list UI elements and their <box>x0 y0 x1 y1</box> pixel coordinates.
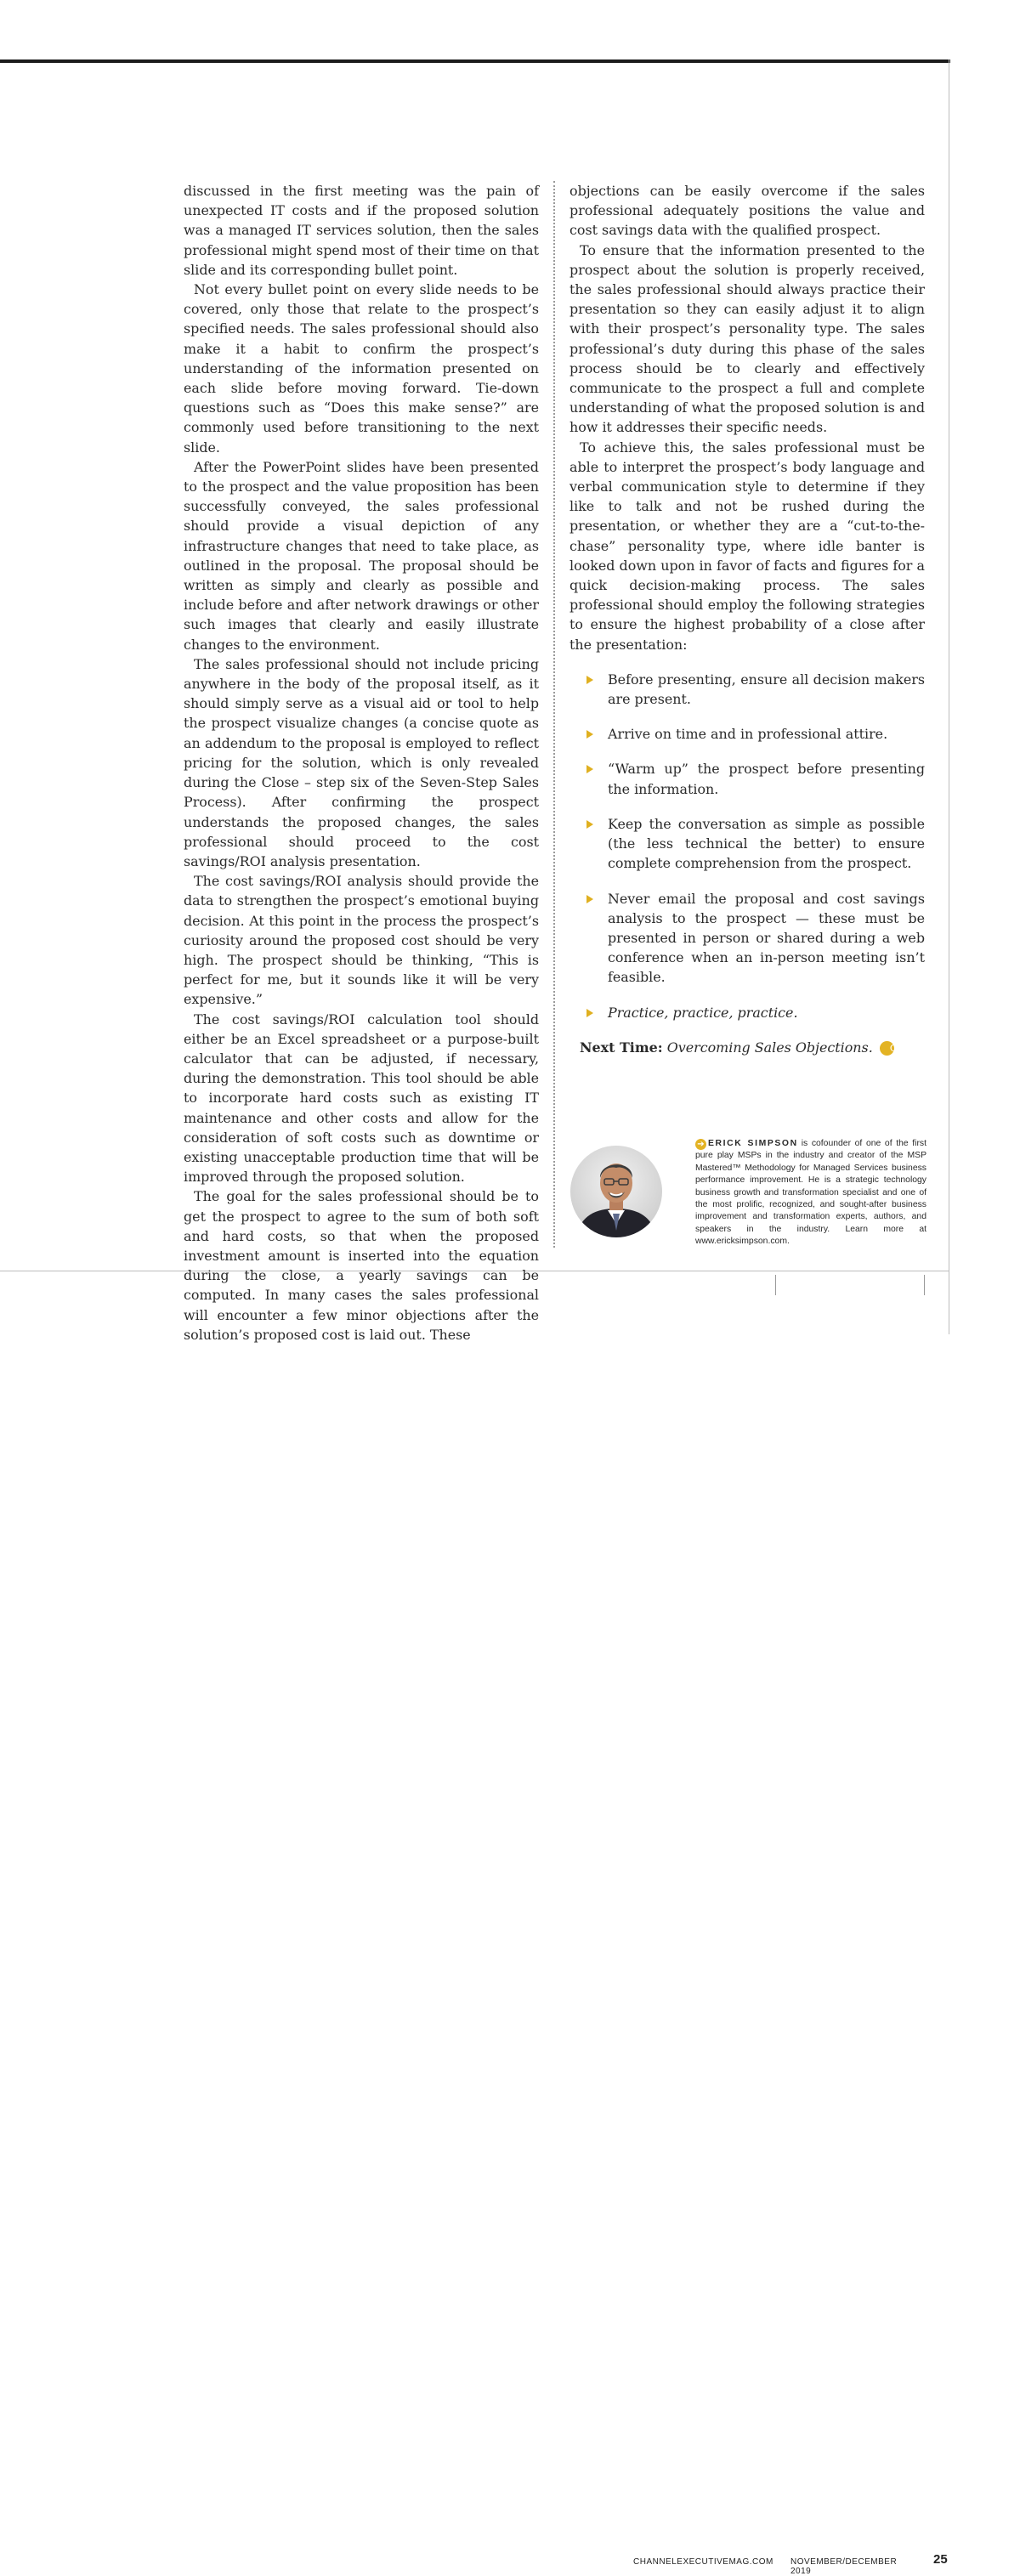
triangle-bullet-icon <box>586 820 593 829</box>
next-time-title: Overcoming Sales Objections. <box>666 1039 873 1056</box>
arrow-right-icon: ➔ <box>695 1139 706 1150</box>
triangle-bullet-icon <box>586 730 593 739</box>
list-item <box>570 889 925 988</box>
triangle-bullet-icon <box>586 765 593 773</box>
list-item-text: “Warm up” the prospect before presenting the information. <box>608 761 925 797</box>
paragraph: The goal for the sales professional should be to get the prospect to agree to the sum of both soft and hard costs, so that when the proposed investment amount is inserted into the equation during the close, a yearly savings can be computed. In many cases the sales professional will encounter a few minor objections after the solution’s proposed cost is laid out. These <box>184 1188 539 1343</box>
paragraph: To ensure that the information presented to the prospect about the solution is properly received, the sales professional should always practice their presentation so they can easily adjust it to align with their prospect’s personality type. The sales professional’s duty during this phase of the sales process should be to clearly and effectively communicate to the prospect a full and complete understanding of what the proposed solution is and how it addresses their specific needs. <box>570 241 925 436</box>
paragraph: The cost savings/ROI calculation tool should either be an Excel spreadsheet or a purpose-built calculator that can be adjusted, if necessary, during the demonstration. This tool should be able to incorporate hard costs such as existing IT maintenance and other costs and allow for the consideration of soft costs such as downtime or existing unacceptable production time that will be improved through the proposed solution. <box>184 1011 539 1186</box>
end-mark-icon: C <box>880 1041 894 1056</box>
author-portrait-icon <box>570 1146 662 1237</box>
paragraph: The sales professional should not include pricing anywhere in the body of the proposal itself, as it should simply serve as a visual aid or tool to help the prospect visualize changes (a concise quote as an addendum to the proposal is employed to reflect pricing for the solution, which is only revealed during the Close – step six of the Seven-Step Sales Process). After confirming the prospect understands the proposed changes, the sales professional should proceed to the cost savings/ROI analysis presentation. <box>184 655 539 869</box>
paragraph: The cost savings/ROI analysis should provide the data to strengthen the prospect’s emotional buying decision. At this point in the process the prospect’s curiosity around the proposed cost should be very high. The prospect should be thinking, “This is perfect for me, but it sounds like it will be very expensive.” <box>184 873 539 1008</box>
author-photo <box>570 1146 662 1237</box>
footer-issue-date: NOVEMBER/DECEMBER 2019 <box>790 2557 898 2576</box>
triangle-bullet-icon <box>586 676 593 684</box>
author-bio <box>695 1138 926 1248</box>
list-item-text: Arrive on time and in professional attire. <box>608 726 888 743</box>
list-item <box>570 759 925 798</box>
list-item-text: Before presenting, ensure all decision makers are present. <box>608 671 925 708</box>
next-time-line <box>570 1038 925 1057</box>
page-number: 25 <box>933 2552 948 2567</box>
column-divider <box>553 181 555 1248</box>
paragraph: Not every bullet point on every slide needs to be covered, only those that relate to the prospect’s specified needs. The sales professional should also make it a habit to confirm the prospect’s understanding of the information presented on each slide before moving forward. Tie-down questions such as “Does this make sense?” are commonly used before transitioning to the next slide. <box>184 281 539 456</box>
paragraph: discussed in the first meeting was the pain of unexpected IT costs and if the proposed solution was a managed IT services solution, then the sales professional might spend most of their time on that slide and its corresponding bullet point. <box>184 183 539 278</box>
paragraph: objections can be easily overcome if the sales professional adequately positions the value and cost savings data with the qualified prospect. <box>570 183 925 239</box>
paragraph: After the PowerPoint slides have been presented to the prospect and the value proposition has been successfully conveyed, the sales professional should provide a visual depiction of any infrastructure changes that need to take place, as outlined in the proposal. The proposal should be written as simply and clearly as possible and include before and after network drawings or other such images that clearly and easily illustrate changes to the environment. <box>184 458 539 653</box>
footer-divider <box>775 1275 776 1295</box>
author-bio-text: is cofounder of one of the first pure play MSPs in the industry and creator of the MSP Mastered™ Methodology for Managed Services business performance improvement. He is a strategic technology business growth and transformation specialist and one of the most prolific, recognized, and sought-after business improvement and transformation experts, authors, and speakers in the industry. Learn more at www.ericksimpson.com. <box>695 1139 927 1247</box>
list-item <box>570 670 925 709</box>
list-item-text: Practice, practice, practice. <box>608 1004 798 1021</box>
author-name: ERICK SIMPSON <box>708 1139 798 1148</box>
strategy-bullet-list <box>570 670 925 1022</box>
paragraph: To achieve this, the sales professional must be able to interpret the prospect’s body language and verbal communication style to determine if they like to talk and not be rushed during the presentation, or whether they are a “cut-to-the-chase” personality type, where idle banter is looked down upon in favor of facts and figures for a quick decision-making process. The sales professional should employ the following strategies to ensure the highest probability of a close after the presentation: <box>570 439 925 653</box>
list-item <box>570 1003 925 1022</box>
footer-divider <box>924 1275 925 1295</box>
list-item <box>570 724 925 744</box>
list-item-text: Never email the proposal and cost savings analysis to the prospect — these must be presented in person or shared during a web conference when an in-person meeting isn’t feasible. <box>608 890 925 986</box>
triangle-bullet-icon <box>586 895 593 903</box>
list-item <box>570 814 925 874</box>
triangle-bullet-icon <box>586 1009 593 1017</box>
next-time-label: Next Time: <box>580 1039 663 1056</box>
article-column-right <box>570 181 925 1057</box>
article-column-left <box>184 181 539 1345</box>
list-item-text: Keep the conversation as simple as possible (the less technical the better) to ensure complete comprehension from the prospect. <box>608 815 925 872</box>
footer-site: CHANNELEXECUTIVEMAG.COM <box>633 2557 774 2567</box>
top-rule <box>0 59 950 63</box>
